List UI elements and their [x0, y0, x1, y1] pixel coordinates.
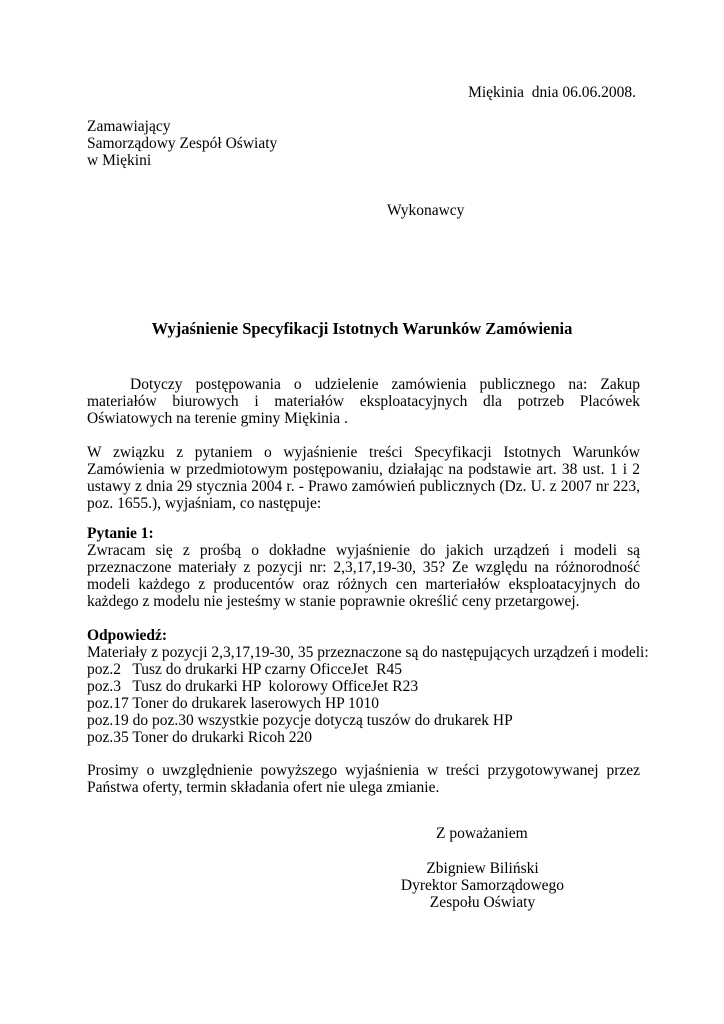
sender-line: Samorządowy Zespół Oświaty — [87, 135, 278, 152]
signature-block — [395, 860, 570, 911]
document-title: Wyjaśnienie Specyfikacji Istotnych Warunków Zamówienia — [151, 319, 573, 338]
answer-line: poz.3 Tusz do drukarki HP kolorowy OfficeJet R23 — [87, 678, 419, 695]
answer-line: poz.35 Toner do drukarki Ricoh 220 — [87, 729, 313, 746]
sender-line: Zamawiający — [87, 118, 171, 135]
signature-name: Zbigniew Biliński — [426, 860, 539, 877]
answer-line: poz.19 do poz.30 wszystkie pozycje dotyczą tuszów do drukarek HP — [87, 712, 513, 729]
answer-line: Materiały z pozycji 2,3,17,19-30, 35 przeznaczone są do następujących urządzeń i modeli: — [87, 644, 649, 661]
signature-title: Zespołu Oświaty — [429, 894, 536, 911]
signature-title: Dyrektor Samorządowego — [400, 877, 565, 894]
context-paragraph: W związku z pytaniem o wyjaśnienie treści Specyfikacji Istotnych Warunków Zamówienia w przedmiotowym postępowaniu, działając na podstawie art. 38 ust. 1 i 2 ustawy z dnia 29 stycznia 2004 r. - Prawo zamówień publicznych (Dz. U. z 2007 nr 223, poz. 1655.), wyjaśniam, co następuje: — [87, 444, 640, 512]
closing-phrase: Z poważaniem — [436, 825, 528, 842]
question-text: Zwracam się z prośbą o dokładne wyjaśnienie do jakich urządzeń i modeli są przeznaczone materiały z pozycji nr: 2,3,17,19-30, 35? Ze względu na różnorodność modeli każdego z producentów oraz różnych cen marteriałów eksploatacyjnych do każdego z modelu nie jesteśmy w stanie poprawnie określić ceny przetargowej. — [87, 542, 640, 610]
question-heading: Pytanie 1: — [87, 525, 154, 542]
date-line: Miękinia dnia 06.06.2008. — [468, 84, 636, 101]
final-paragraph: Prosimy o uwzględnienie powyższego wyjaśnienia w treści przygotowywanej przez Państwa oferty, termin składania ofert nie ulega zmianie. — [87, 762, 640, 796]
answer-line: poz.2 Tusz do drukarki HP czarny OficceJet R45 — [87, 661, 402, 678]
sender-line: w Miękini — [87, 152, 152, 169]
intro-paragraph: Dotyczy postępowania o udzielenie zamówienia publicznego na: Zakup materiałów biurowych i materiałów eksploatacyjnych dla potrzeb Placówek Oświatowych na terenie gminy Miękinia . — [87, 376, 640, 427]
recipient: Wykonawcy — [387, 202, 465, 219]
answer-line: poz.17 Toner do drukarek laserowych HP 1010 — [87, 695, 380, 712]
question-section — [87, 525, 640, 610]
answer-heading: Odpowiedź: — [87, 627, 168, 644]
sender-block — [87, 118, 277, 169]
answer-section — [87, 627, 649, 746]
